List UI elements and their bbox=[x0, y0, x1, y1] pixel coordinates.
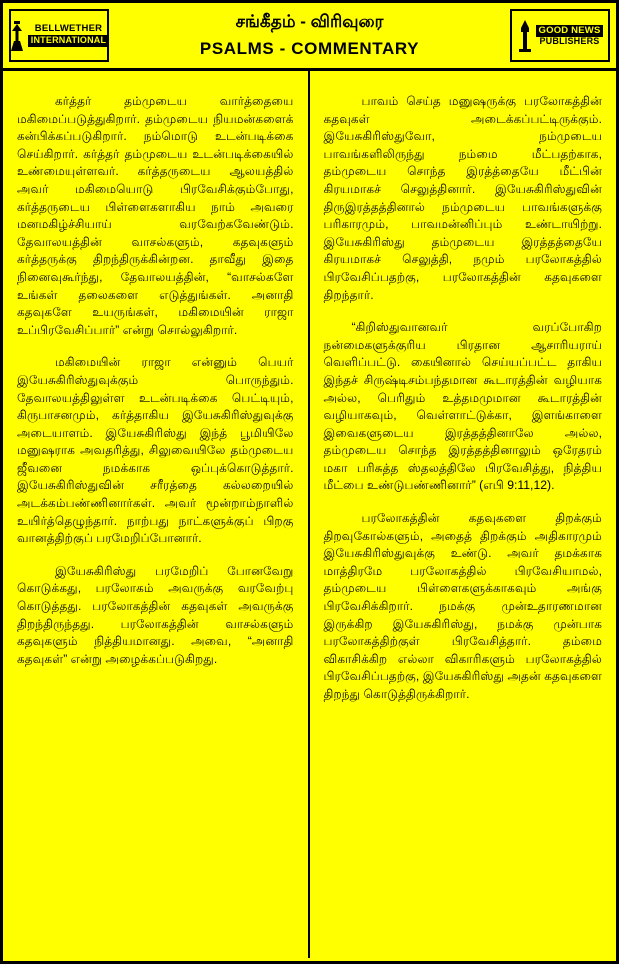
paragraph: கர்த்தர் தம்முடைய வார்த்தையை மகிமைப்படுத்துகிறார். தம்முடைய நியமன்களைக் கன்பிக்கப்படுகிறார். நம்மொடு உடன்படிக்கை செய்கிறார். கர்த்தர் தம்முடைய உடன்படிக்கையில் உண்மையுள்ளவர். கர்த்தருடைய ஆலயத்தில் அவர் மகிமையொடு பிரவேசிக்கும்போது, கர்த்தருடைய பிள்ளைகளாகிய நாம் அவரை மனமகிழ்ச்சியாய் வரவேற்கவேண்டும். தேவாலயத்தின் வாசல்களும், கதவுகளும் கர்த்தருக்கு திறந்திருக்கின்றன. தாவீது இதை நினைவுகூர்ந்து, தேவாலயத்தின், “வாசல்களே உங்கள் தலைகளை எடுத்துங்கள். அனாதி கதவுகளே உயருங்கள், மகிமையின் ராஜா உப்பிரவேசிப்பார்” என்று சொல்லுகிறார். bbox=[17, 94, 294, 337]
page-title-english: PSALMS - COMMENTARY bbox=[199, 38, 420, 58]
page-title-tamil: சங்கீதம் - விரிவுரை bbox=[235, 12, 384, 32]
scripture-quote-paragraph: “கிறிஸ்துவானவர் வரப்போகிற நன்மைகளுக்குரிய பிரதான ஆசாரியராய் வெளிப்பட்டு. கையினால் செய்யப்பட்ட தாகிய இந்தச் சிருஷ்டிசம்பந்தமான கூடாரத்தின் வழியாக அல்ல, பெரிதும் உத்தமமுமான கூடாரத்தின் வழியாகவும், வெள்ளாட்டுக்கா, இளங்காளை இவைகளுடைய இரத்தத்தினாலே அல்ல, தம்முடைய சொந்த இரத்தத்தினாலும் ஒரேதரம் மகா பரிசுத்த ஸ்தலத்திலே பிரவேசித்து, நித்திய மீட்பை உண்டுபண்ணினார்” (எபி 9:11,12). bbox=[323, 320, 602, 493]
paragraph: மகிமையின் ராஜா என்னும் பெயர் இயேசுகிரிஸ்துவுக்கும் பொருந்தும். தேவாலயத்திலுள்ள உடன்படிக்கை பெட்டியும், கிருபாசனமும், கர்த்தாகிய இயேசுகிரிஸ்துவுக்கு அடையாளம். இயேசுகிரிஸ்து இந்த் பூமியிலே மனுஷராக அவதரித்து, சிலுவையிலே தம்முடைய ஜீவனை நமக்காக ஒப்புக்கொடுத்தார். இயேசுகிரிஸ்துவின் சரீரத்தை கல்லறையில் அடக்கம்பண்ணினார்கள். அவர் மூன்றாம்நாளில் உயிர்த்தெழுந்தார். நாற்பது நாட்களுக்குப் பிறகு வானத்திற்குப் பரமேறிப்போனார். bbox=[17, 355, 294, 546]
goodnews-logo-line2: PUBLISHERS bbox=[539, 36, 600, 47]
bellwether-logo-line1: BELLWETHER bbox=[34, 23, 103, 35]
goodnews-logo-line1: GOOD NEWS bbox=[536, 25, 604, 37]
paragraph: பாவம் செய்த மனுஷருக்கு பரலோகத்தின் கதவுகள் அடைக்கப்பட்டிருக்கும். இயேசுகிரிஸ்துவோ, நம்முடைய பாவங்களிலிருந்து நம்மை மீட்பதற்காக, தம்முடைய சொந்த இரத்த்தையே மீட்பின் கிரயமாகச் செலுத்தினார். இயேசுகிரிஸ்துவின் திருஇரத்தத்தினால் நம்முடைய பாவங்களுக்கு பரிகாரமும், பாவமன்னிப்பும் உண்டாயிற்று. இயேசுகிரிஸ்து தம்முடைய இரத்தத்தையே கிரயமாகச் செலுத்தி, நமும் பரலோகத்தில் பிரவேசிப்பதற்கு, பரலோகத்தின் கதவுகளை திறந்தார். bbox=[323, 94, 602, 302]
commentary-body bbox=[3, 71, 616, 958]
column-right bbox=[310, 71, 617, 958]
paragraph: பரலோகத்தின் கதவுகளை திறக்கும் திறவுகோல்களும், அதைத் திறக்கும் அதிகாரமும் இயேசுகிரிஸ்துவுக்கு உண்டு. அவர் தமக்காக மாத்திரமே பரலோகத்தில் பிரவேசியாமல், தம்முடைய பிள்ளைகளுக்காகவும் அங்கு பிரவேசிக்கிறார். நமக்கு முன்உதாரணமான இருக்கிற இயேசுகிரிஸ்து, நமக்கு முன்பாக பரலோகத்திற்குள் பிரவேசித்தார். தம்மை விகாசிக்கிற எல்லா விகாரிகளும் பரலோகத்தில் பிரவேசிப்பதற்கு, இயேசுகிரிஸ்து அதன் கதவுகளை திறந்து கொடுத்திருக்கிறார். bbox=[323, 511, 602, 701]
publisher-logo-bellwether bbox=[9, 9, 109, 62]
page-header bbox=[3, 3, 616, 71]
column-left bbox=[3, 71, 310, 958]
paragraph: இயேசுகிரிஸ்து பரமேறிப் போனவேறு கொடுக்கது, பரலோகம் அவருக்கு வரவேற்பு கொடுத்தது. பரலோகத்தின் கதவுகள் அவருக்கு திறந்திருந்தது. பரலோகத்தின் வாசல்களும் கதவுகளும் நித்தியமானது. அவை, “அனாதி கதவுகள்” என்று அழைக்கப்படுகிறது. bbox=[17, 563, 294, 666]
publisher-logo-goodnews bbox=[510, 9, 610, 62]
torch-emblem-icon bbox=[517, 19, 533, 53]
header-titles bbox=[115, 3, 504, 68]
bellwether-logo-line2: INTERNATIONAL bbox=[28, 35, 109, 46]
lamp-emblem-icon bbox=[9, 19, 25, 53]
